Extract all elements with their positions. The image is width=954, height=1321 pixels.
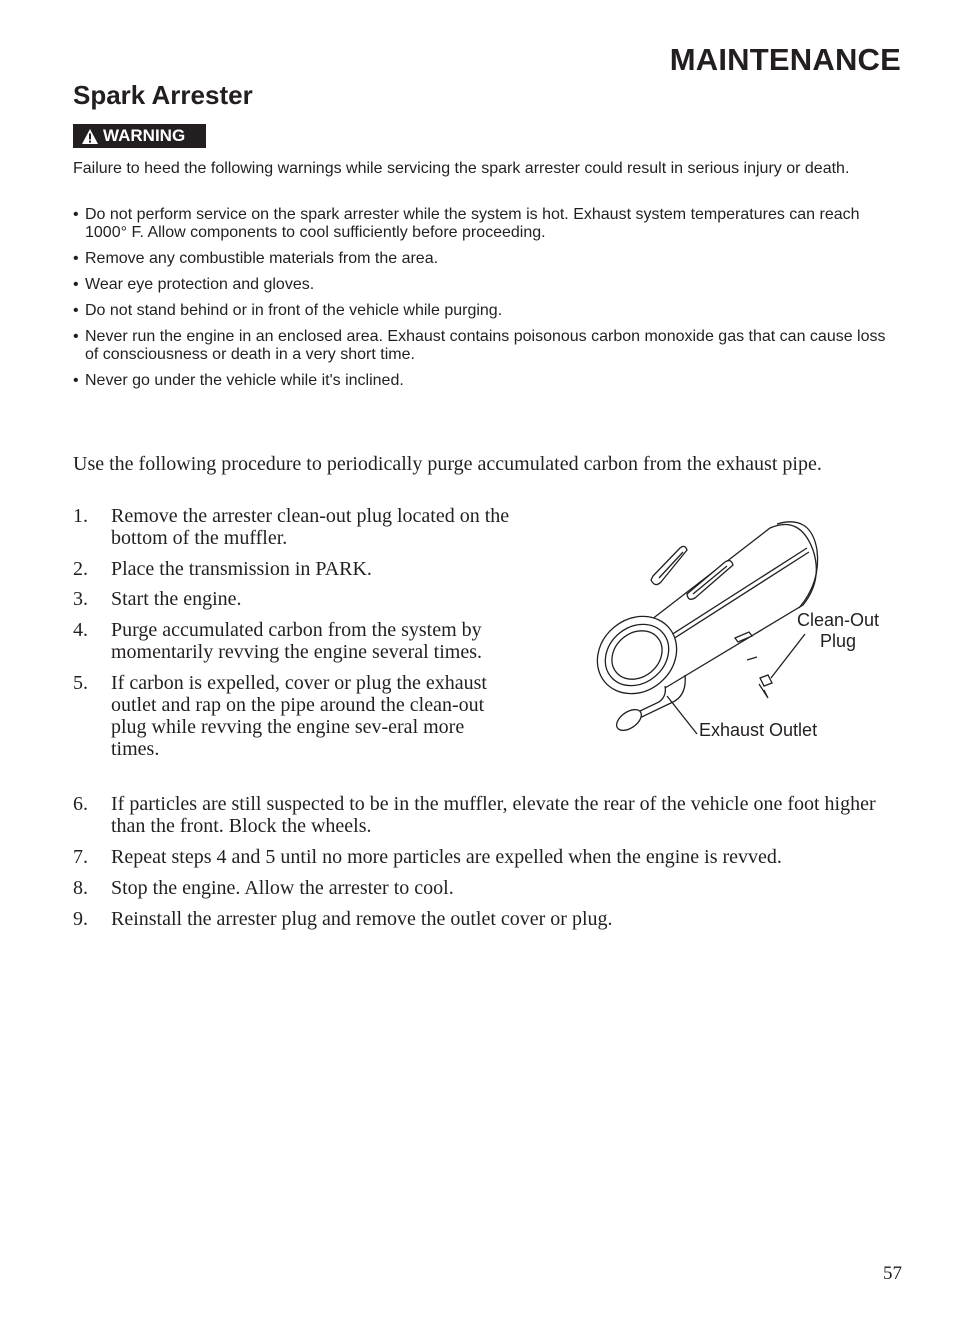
clean-out-plug-label bbox=[788, 610, 888, 652]
step-text: Repeat steps 4 and 5 until no more particles are expelled when the engine is revved. bbox=[111, 846, 782, 868]
step-text: Remove the arrester clean-out plug located on the bottom of the muffler. bbox=[111, 505, 510, 549]
procedure-step bbox=[73, 558, 523, 580]
section-header: MAINTENANCE bbox=[669, 42, 901, 77]
step-text: Purge accumulated carbon from the system by momentarily revving the engine several times. bbox=[111, 619, 482, 663]
procedure-intro: Use the following procedure to periodically purge accumulated carbon from the exhaust pipe. bbox=[73, 453, 822, 475]
procedure-step bbox=[73, 619, 523, 663]
warning-badge bbox=[73, 124, 206, 148]
warning-item: • Remove any combustible materials from the area. bbox=[73, 250, 903, 268]
warning-item: • Never run the engine in an enclosed area. Exhaust contains poisonous carbon monoxide gas that can cause loss of consciousness or death in a very short time. bbox=[73, 328, 903, 364]
step-number: 7. bbox=[73, 846, 88, 868]
procedure-steps bbox=[73, 505, 523, 769]
warning-item: • Never go under the vehicle while it's inclined. bbox=[73, 372, 903, 390]
procedure-steps-continued bbox=[73, 793, 903, 939]
warning-item: • Wear eye protection and gloves. bbox=[73, 276, 903, 294]
clean-out-label-line2: Plug bbox=[819, 631, 857, 651]
step-number: 5. bbox=[73, 672, 88, 694]
step-text: If particles are still suspected to be in the muffler, elevate the rear of the vehicle one foot higher than the front. Block the wheels. bbox=[111, 793, 876, 837]
warning-intro: Failure to heed the following warnings while servicing the spark arrester could result in serious injury or death. bbox=[73, 160, 850, 177]
warning-triangle-icon bbox=[81, 128, 99, 145]
warning-item: • Do not stand behind or in front of the vehicle while purging. bbox=[73, 302, 903, 320]
step-number: 2. bbox=[73, 558, 88, 580]
procedure-step bbox=[73, 846, 903, 868]
procedure-step bbox=[73, 877, 903, 899]
warning-list bbox=[73, 206, 903, 398]
step-text: Reinstall the arrester plug and remove the outlet cover or plug. bbox=[111, 908, 613, 930]
step-number: 4. bbox=[73, 619, 88, 641]
step-number: 8. bbox=[73, 877, 88, 899]
procedure-step bbox=[73, 588, 523, 610]
procedure-step bbox=[73, 793, 903, 837]
warning-item: • Do not perform service on the spark arrester while the system is hot. Exhaust system temperatures can reach 1000° F. Allow components to cool sufficiently before proceeding. bbox=[73, 206, 903, 242]
step-number: 3. bbox=[73, 588, 88, 610]
step-number: 6. bbox=[73, 793, 88, 815]
procedure-step bbox=[73, 505, 523, 549]
muffler-figure bbox=[585, 510, 895, 750]
warning-badge-label: WARNING bbox=[103, 126, 186, 145]
step-text: Place the transmission in PARK. bbox=[111, 558, 372, 580]
clean-out-label-line1: Clean-Out bbox=[796, 610, 880, 630]
page-title: Spark Arrester bbox=[73, 80, 253, 110]
procedure-step bbox=[73, 672, 516, 760]
step-text: Start the engine. bbox=[111, 588, 242, 610]
step-text: If carbon is expelled, cover or plug the exhaust outlet and rap on the pipe around the clean-out plug while revving the engine sev-eral more times. bbox=[111, 672, 487, 760]
page-number: 57 bbox=[883, 1263, 902, 1284]
procedure-step bbox=[73, 908, 903, 930]
step-number: 9. bbox=[73, 908, 88, 930]
step-number: 1. bbox=[73, 505, 88, 527]
exhaust-outlet-label: Exhaust Outlet bbox=[699, 720, 818, 740]
step-text: Stop the engine. Allow the arrester to cool. bbox=[111, 877, 454, 899]
